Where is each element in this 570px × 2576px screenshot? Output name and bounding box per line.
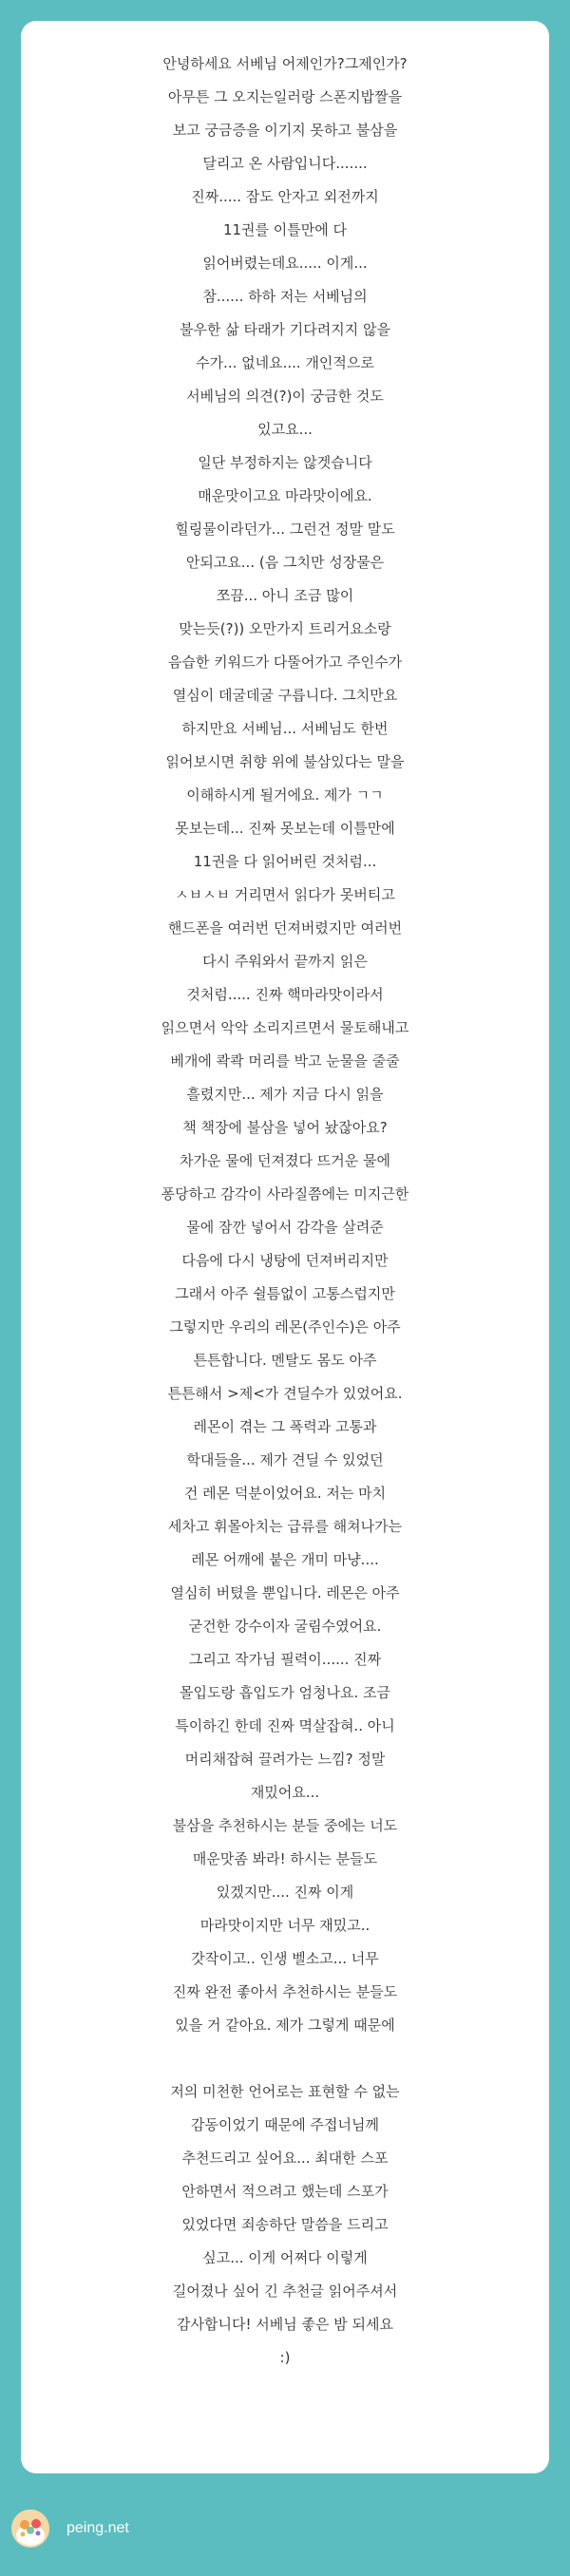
message-line: 열심이 데굴데굴 구릅니다. 그치만요 — [172, 687, 398, 704]
message-line: 물에 잠깐 넣어서 감각을 살려준 — [186, 1219, 384, 1236]
message-line: 다음에 다시 냉탕에 던져버리지만 — [181, 1252, 389, 1269]
message-line: 쪼끔... 아니 조금 많이 — [216, 587, 354, 604]
message-line: 건 레몬 덕분이었어요. 저는 마치 — [183, 1485, 387, 1502]
message-line: 11권를 이틀만에 다 — [222, 221, 348, 238]
message-line: 맞는듯(?)) 오만가지 트리거요소랑 — [179, 620, 391, 637]
message-line: 것처럼..... 진짜 핵마라맛이라서 — [186, 986, 384, 1003]
message-line: 굳건한 강수이자 굴림수였어요. — [188, 1618, 382, 1635]
message-line: 그리고 작가님 필력이...... 진짜 — [188, 1651, 382, 1668]
footer — [0, 2496, 570, 2576]
message-line: 마라맛이지만 너무 재밌고.. — [200, 1917, 370, 1934]
message-line: 음습한 키워드가 다뚤어가고 주인수가 — [167, 653, 403, 671]
message-line: 있겠지만.... 진짜 이게 — [216, 1884, 354, 1901]
message-line: 하지만요 서베님... 서베님도 한번 — [181, 720, 389, 737]
message-line: 흘렸지만... 제가 지금 다시 읽을 — [186, 1086, 384, 1103]
message-line: 학대들을... 제가 견딜 수 있었던 — [186, 1451, 384, 1468]
message-line: 아무튼 그 오지는일러랑 스폰지밥짤을 — [167, 88, 403, 105]
message-line: 갓작이고.. 인생 벨소고... 너무 — [191, 1950, 379, 1967]
message-line: 보고 궁금증을 이기지 못하고 불삼을 — [172, 122, 398, 139]
message-line: 다시 주워와서 끝까지 읽은 — [202, 953, 368, 970]
message-line: 진짜..... 잠도 안자고 외전까지 — [191, 188, 379, 205]
message-line: 힐링물이라던가... 그런건 정말 말도 — [175, 521, 395, 538]
message-line: 읽어버렸는데요..... 이게... — [202, 255, 368, 272]
message-line: 튼튼해서 >제<가 견딜수가 있었어요. — [167, 1385, 403, 1402]
message-line: 감사합니다! 서베님 좋은 밤 되세요 — [177, 2316, 393, 2333]
message-line: 그래서 아주 쉴틈없이 고통스럽지만 — [175, 1285, 395, 1302]
message-line: 튼튼합니다. 멘탈도 몸도 아주 — [193, 1352, 377, 1369]
message-line: 있었다면 죄송하단 말씀을 드리고 — [181, 2216, 389, 2233]
message-line: 몰입도랑 흡입도가 엄청나요. 조금 — [180, 1684, 390, 1701]
message-line: 추천드리고 싶어요... 최대한 스포 — [181, 2150, 389, 2167]
message-line: 싶고... 이게 어쩌다 이렇게 — [202, 2249, 368, 2266]
message-line: 매운맛좀 봐라! 하시는 분들도 — [192, 1850, 378, 1867]
message-line: 매운맛이고요 마라맛이에요. — [198, 487, 372, 504]
peing-logo-icon[interactable] — [11, 2510, 49, 2548]
message-line: 퐁당하고 감각이 사라질쯤에는 미지근한 — [161, 1185, 409, 1203]
message-line: 안녕하세요 서베님 어제인가?그제인가? — [162, 55, 408, 72]
message-line: 참...... 하하 저는 서베님의 — [202, 288, 368, 305]
message-line: 서베님의 의견(?)이 궁금한 것도 — [186, 388, 384, 405]
message-line: 있을 거 같아요. 제가 그렇게 때문에 — [175, 2017, 395, 2034]
message-line: 베개에 콱콱 머리를 박고 눈물을 줄줄 — [170, 1052, 400, 1070]
message-line: 이해하시게 될거에요. 제가 ㄱㄱ — [186, 786, 384, 804]
peing-logo-graphic — [11, 2510, 49, 2548]
message-line: 불우한 삶 타래가 기다려지지 않을 — [180, 321, 390, 338]
message-line: 못보는데... 진짜 못보는데 이틀만에 — [175, 820, 395, 837]
message-line: 저의 미천한 언어로는 표현할 수 없는 — [170, 2083, 400, 2100]
message-line: 달리고 온 사람입니다....... — [202, 155, 368, 172]
message-line: 차가운 물에 던져졌다 뜨거운 물에 — [180, 1152, 390, 1169]
message-line: 열심히 버텼을 뿐입니다. 레몬은 아주 — [170, 1584, 400, 1601]
message-line: 일단 부정하지는 않겟습니다 — [198, 454, 372, 471]
blank-line — [44, 2042, 526, 2075]
message-text — [44, 47, 526, 2375]
message-line: 읽으면서 악악 소리지르면서 물토해내고 — [161, 1019, 409, 1036]
message-line: 세차고 휘몰아치는 급류를 해쳐나가는 — [167, 1518, 403, 1535]
message-card — [21, 21, 549, 2473]
message-line: ㅅㅂㅅㅂ 거리면서 읽다가 못버티고 — [175, 886, 395, 903]
message-line: 특이하긴 한데 진짜 멱살잡혀.. 아니 — [175, 1717, 395, 1734]
message-line: 수가... 없네요.... 개인적으로 — [196, 354, 374, 371]
message-line: 불삼을 추천하시는 분들 중에는 너도 — [172, 1817, 398, 1834]
message-line: 책 책장에 불삼을 넣어 놨잖아요? — [182, 1119, 388, 1136]
site-name-link[interactable]: peing.net — [66, 2520, 129, 2536]
message-line: :) — [279, 2349, 291, 2366]
message-line: 감동이었기 때문에 주접너님께 — [191, 2116, 379, 2133]
message-line: 재밌어요... — [250, 1784, 320, 1801]
message-line: 레몬 어깨에 붙은 개미 마냥.... — [191, 1551, 379, 1568]
message-line: 안하면서 적으려고 했는데 스포가 — [181, 2183, 389, 2200]
message-line: 길어졌나 싶어 긴 추천글 읽어주셔서 — [172, 2282, 398, 2300]
message-line: 있고요... — [257, 421, 313, 438]
message-line: 안되고요... (음 그치만 성장물은 — [185, 554, 385, 571]
message-line: 핸드폰을 여러번 던져버렸지만 여러번 — [167, 919, 403, 937]
message-line: 그렇지만 우리의 레몬(주인수)은 아주 — [169, 1318, 401, 1335]
message-line: 머리채잡혀 끌려가는 느낌? 정말 — [184, 1751, 386, 1768]
message-line: 읽어보시면 취향 위에 불삼있다는 말을 — [165, 753, 405, 770]
message-line: 11권을 다 읽어버린 것처럼... — [193, 853, 377, 870]
message-line: 진짜 완전 좋아서 추천하시는 분들도 — [172, 1983, 398, 2000]
message-line: 레몬이 겪는 그 폭력과 고통과 — [193, 1418, 377, 1435]
